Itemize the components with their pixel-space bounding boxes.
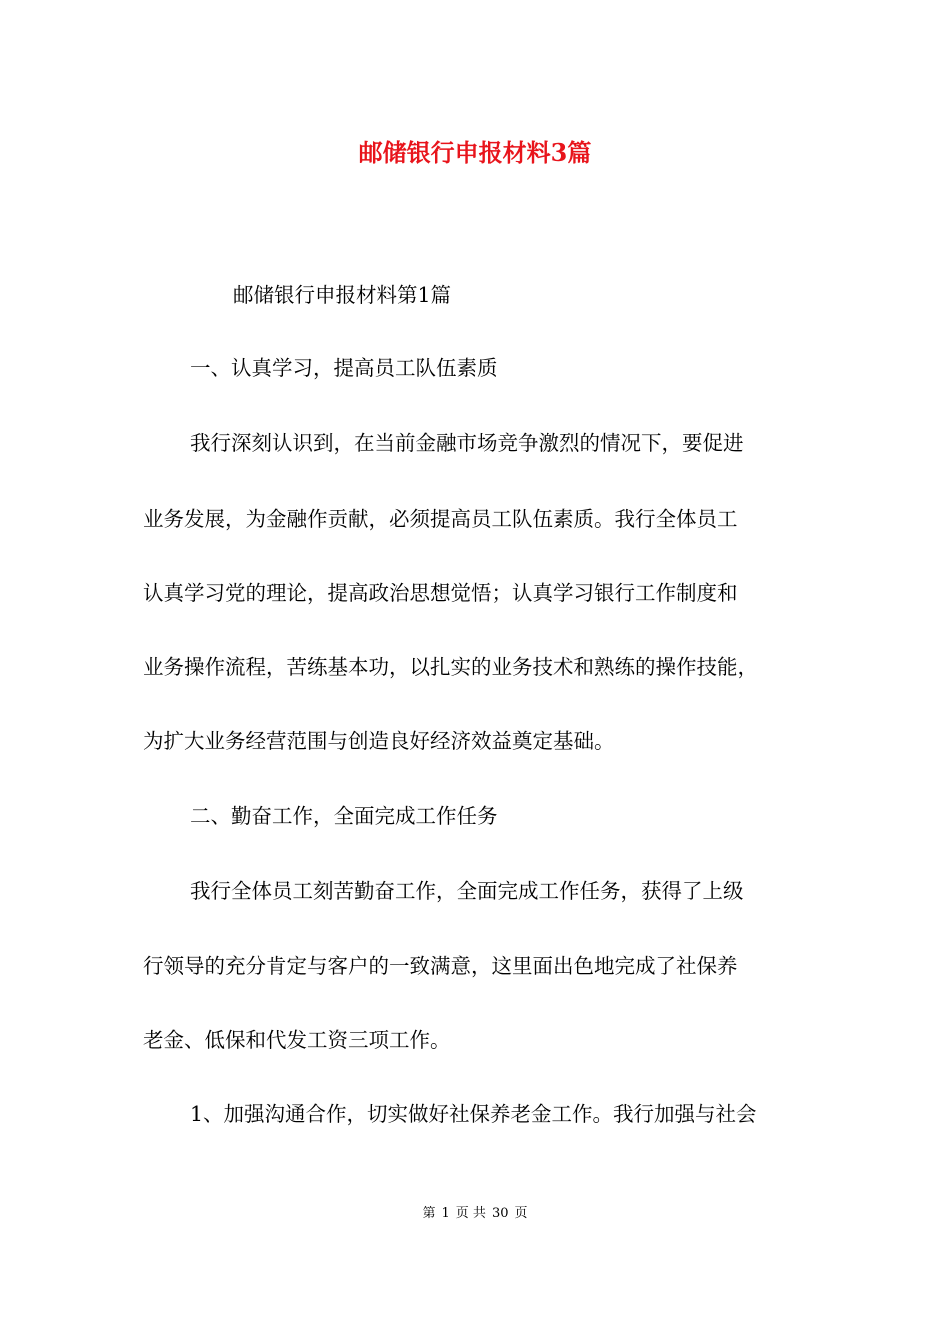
paragraph-heading: 一、认真学习，提高员工队伍素质 (190, 356, 498, 380)
paragraph-line: 我行全体员工刻苦勤奋工作，全面完成工作任务，获得了上级 (190, 879, 744, 903)
footer-total-pages: 30 (491, 1206, 509, 1221)
footer-suffix: 页 (514, 1206, 528, 1221)
paragraph-line: 认真学习党的理论，提高政治思想觉悟；认真学习银行工作制度和 (143, 581, 738, 605)
page-footer (0, 1204, 950, 1224)
paragraph-line: 我行深刻认识到，在当前金融市场竞争激烈的情况下，要促进 (190, 431, 744, 455)
footer-prefix: 第 (422, 1206, 436, 1221)
paragraph-line: 1、加强沟通合作，切实做好社保养老金工作。我行加强与社会 (190, 1102, 757, 1126)
paragraph-line: 行领导的充分肯定与客户的一致满意，这里面出色地完成了社保养 (143, 954, 738, 978)
paragraph-heading: 二、勤奋工作，全面完成工作任务 (190, 804, 498, 828)
paragraph-line: 业务发展，为金融作贡献，必须提高员工队伍素质。我行全体员工 (143, 507, 738, 531)
paragraph-line: 老金、低保和代发工资三项工作。 (143, 1028, 451, 1052)
section-heading: 邮储银行申报材料第1篇 (233, 283, 452, 307)
footer-current-page: 1 (441, 1206, 450, 1221)
footer-middle: 页 共 (455, 1206, 486, 1221)
document-title: 邮储银行申报材料3篇 (358, 138, 592, 167)
paragraph-line: 为扩大业务经营范围与创造良好经济效益奠定基础。 (143, 729, 615, 753)
paragraph-line: 业务操作流程，苦练基本功，以扎实的业务技术和熟练的操作技能， (143, 655, 758, 679)
